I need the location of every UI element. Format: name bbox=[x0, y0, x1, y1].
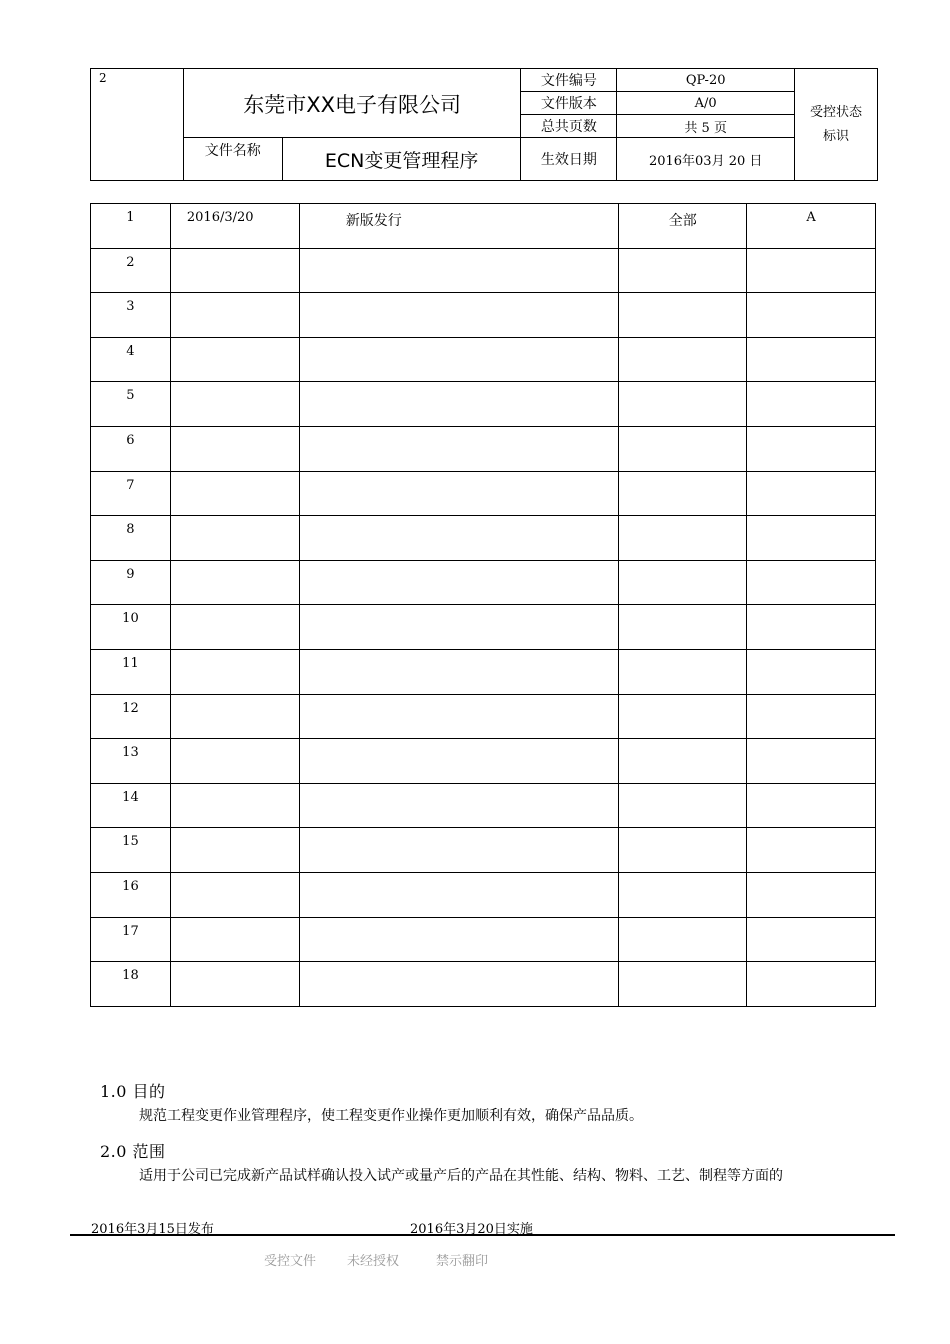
rev-version bbox=[747, 337, 876, 382]
rev-version bbox=[747, 293, 876, 338]
rev-scope bbox=[619, 293, 747, 338]
control-status-line1: 受控状态 bbox=[810, 104, 863, 120]
section-1-heading: 1.0 目的 bbox=[100, 1082, 166, 1101]
rev-version bbox=[747, 783, 876, 828]
rev-content bbox=[299, 605, 619, 650]
rev-version: A bbox=[747, 204, 876, 249]
control-status bbox=[795, 69, 878, 181]
rev-content bbox=[299, 516, 619, 561]
rev-date bbox=[170, 560, 299, 605]
rev-content bbox=[299, 293, 619, 338]
revision-row bbox=[91, 917, 876, 962]
rev-scope bbox=[619, 337, 747, 382]
version-label: 文件版本 bbox=[521, 92, 617, 115]
revision-row bbox=[91, 516, 876, 561]
rev-date bbox=[170, 471, 299, 516]
rev-no: 9 bbox=[91, 560, 171, 605]
rev-version bbox=[747, 739, 876, 784]
rev-date bbox=[170, 293, 299, 338]
rev-no: 10 bbox=[91, 605, 171, 650]
document-header bbox=[90, 68, 878, 181]
corner-number: 2 bbox=[91, 69, 184, 181]
revision-row bbox=[91, 560, 876, 605]
revision-row bbox=[91, 694, 876, 739]
rev-content bbox=[299, 828, 619, 873]
section-2-body: 适用于公司已完成新产品试样确认投入试产或量产后的产品在其性能、结构、物料、工艺、制程等方面的 bbox=[139, 1168, 783, 1184]
rev-content bbox=[299, 872, 619, 917]
version-value: A/0 bbox=[617, 92, 795, 115]
revision-row bbox=[91, 962, 876, 1007]
rev-scope bbox=[619, 783, 747, 828]
rev-no: 7 bbox=[91, 471, 171, 516]
revision-row bbox=[91, 605, 876, 650]
rev-version bbox=[747, 248, 876, 293]
rev-no: 8 bbox=[91, 516, 171, 561]
rev-date bbox=[170, 649, 299, 694]
rev-version bbox=[747, 649, 876, 694]
rev-scope bbox=[619, 649, 747, 694]
rev-content bbox=[299, 337, 619, 382]
rev-content bbox=[299, 248, 619, 293]
watermark-no-copy: 禁示翻印 bbox=[436, 1254, 489, 1269]
rev-date bbox=[170, 872, 299, 917]
footer-rule bbox=[70, 1234, 895, 1236]
rev-version bbox=[747, 426, 876, 471]
rev-no: 18 bbox=[91, 962, 171, 1007]
company-name: 东莞市XX电子有限公司 bbox=[183, 69, 521, 138]
rev-no: 15 bbox=[91, 828, 171, 873]
rev-no: 3 bbox=[91, 293, 171, 338]
rev-no: 17 bbox=[91, 917, 171, 962]
rev-no: 13 bbox=[91, 739, 171, 784]
total-pages-label: 总共页数 bbox=[521, 115, 617, 138]
revision-row bbox=[91, 293, 876, 338]
rev-scope bbox=[619, 962, 747, 1007]
rev-content bbox=[299, 739, 619, 784]
revision-row bbox=[91, 248, 876, 293]
rev-date bbox=[170, 962, 299, 1007]
rev-date bbox=[170, 739, 299, 784]
revision-row bbox=[91, 649, 876, 694]
rev-content bbox=[299, 917, 619, 962]
rev-content bbox=[299, 382, 619, 427]
rev-no: 1 bbox=[91, 204, 171, 249]
revision-row bbox=[91, 783, 876, 828]
rev-scope bbox=[619, 739, 747, 784]
rev-date bbox=[170, 917, 299, 962]
file-name-label: 文件名称 bbox=[183, 138, 282, 181]
rev-scope bbox=[619, 248, 747, 293]
rev-no: 12 bbox=[91, 694, 171, 739]
rev-date bbox=[170, 337, 299, 382]
rev-date bbox=[170, 516, 299, 561]
rev-date bbox=[170, 605, 299, 650]
rev-scope bbox=[619, 516, 747, 561]
rev-no: 5 bbox=[91, 382, 171, 427]
rev-version bbox=[747, 382, 876, 427]
control-status-line2: 标识 bbox=[823, 128, 850, 144]
section-2-heading: 2.0 范围 bbox=[100, 1142, 166, 1161]
rev-scope bbox=[619, 426, 747, 471]
issue-date: 2016年3月15日发布 bbox=[91, 1222, 214, 1237]
rev-date bbox=[170, 828, 299, 873]
rev-content: 新版发行 bbox=[299, 204, 619, 249]
revision-row bbox=[91, 471, 876, 516]
revision-row bbox=[91, 872, 876, 917]
revision-table bbox=[90, 203, 876, 1007]
revision-row bbox=[91, 382, 876, 427]
file-name: ECN变更管理程序 bbox=[282, 138, 521, 181]
rev-no: 14 bbox=[91, 783, 171, 828]
rev-scope bbox=[619, 605, 747, 650]
rev-version bbox=[747, 471, 876, 516]
rev-version bbox=[747, 828, 876, 873]
rev-content bbox=[299, 471, 619, 516]
rev-version bbox=[747, 560, 876, 605]
revision-row bbox=[91, 426, 876, 471]
rev-content bbox=[299, 649, 619, 694]
rev-version bbox=[747, 605, 876, 650]
revision-row bbox=[91, 204, 876, 249]
rev-date bbox=[170, 783, 299, 828]
rev-no: 4 bbox=[91, 337, 171, 382]
total-pages: 共 5 页 bbox=[617, 115, 795, 138]
doc-number-label: 文件编号 bbox=[521, 69, 617, 92]
rev-scope bbox=[619, 471, 747, 516]
rev-date bbox=[170, 248, 299, 293]
revision-row bbox=[91, 828, 876, 873]
rev-version bbox=[747, 516, 876, 561]
rev-scope bbox=[619, 694, 747, 739]
rev-scope bbox=[619, 382, 747, 427]
doc-number: QP-20 bbox=[617, 69, 795, 92]
rev-version bbox=[747, 872, 876, 917]
rev-scope bbox=[619, 560, 747, 605]
rev-content bbox=[299, 962, 619, 1007]
revision-row bbox=[91, 337, 876, 382]
rev-version bbox=[747, 694, 876, 739]
rev-content bbox=[299, 694, 619, 739]
rev-content bbox=[299, 560, 619, 605]
rev-content bbox=[299, 426, 619, 471]
rev-scope bbox=[619, 872, 747, 917]
rev-no: 11 bbox=[91, 649, 171, 694]
effective-date-label: 生效日期 bbox=[521, 138, 617, 181]
rev-version bbox=[747, 917, 876, 962]
rev-date bbox=[170, 426, 299, 471]
section-1-body: 规范工程变更作业管理程序，使工程变更作业操作更加顺利有效，确保产品品质。 bbox=[139, 1108, 643, 1124]
implement-date: 2016年3月20日实施 bbox=[410, 1222, 533, 1237]
rev-no: 6 bbox=[91, 426, 171, 471]
rev-scope bbox=[619, 828, 747, 873]
rev-no: 2 bbox=[91, 248, 171, 293]
rev-version bbox=[747, 962, 876, 1007]
rev-date bbox=[170, 382, 299, 427]
effective-date: 2016年03月 20 日 bbox=[617, 138, 795, 181]
watermark-controlled: 受控文件 bbox=[264, 1254, 317, 1269]
rev-content bbox=[299, 783, 619, 828]
rev-date bbox=[170, 694, 299, 739]
watermark-unauthorized: 未经授权 bbox=[347, 1254, 400, 1269]
revision-row bbox=[91, 739, 876, 784]
rev-scope: 全部 bbox=[619, 204, 747, 249]
rev-date: 2016/3/20 bbox=[170, 204, 299, 249]
rev-scope bbox=[619, 917, 747, 962]
rev-no: 16 bbox=[91, 872, 171, 917]
